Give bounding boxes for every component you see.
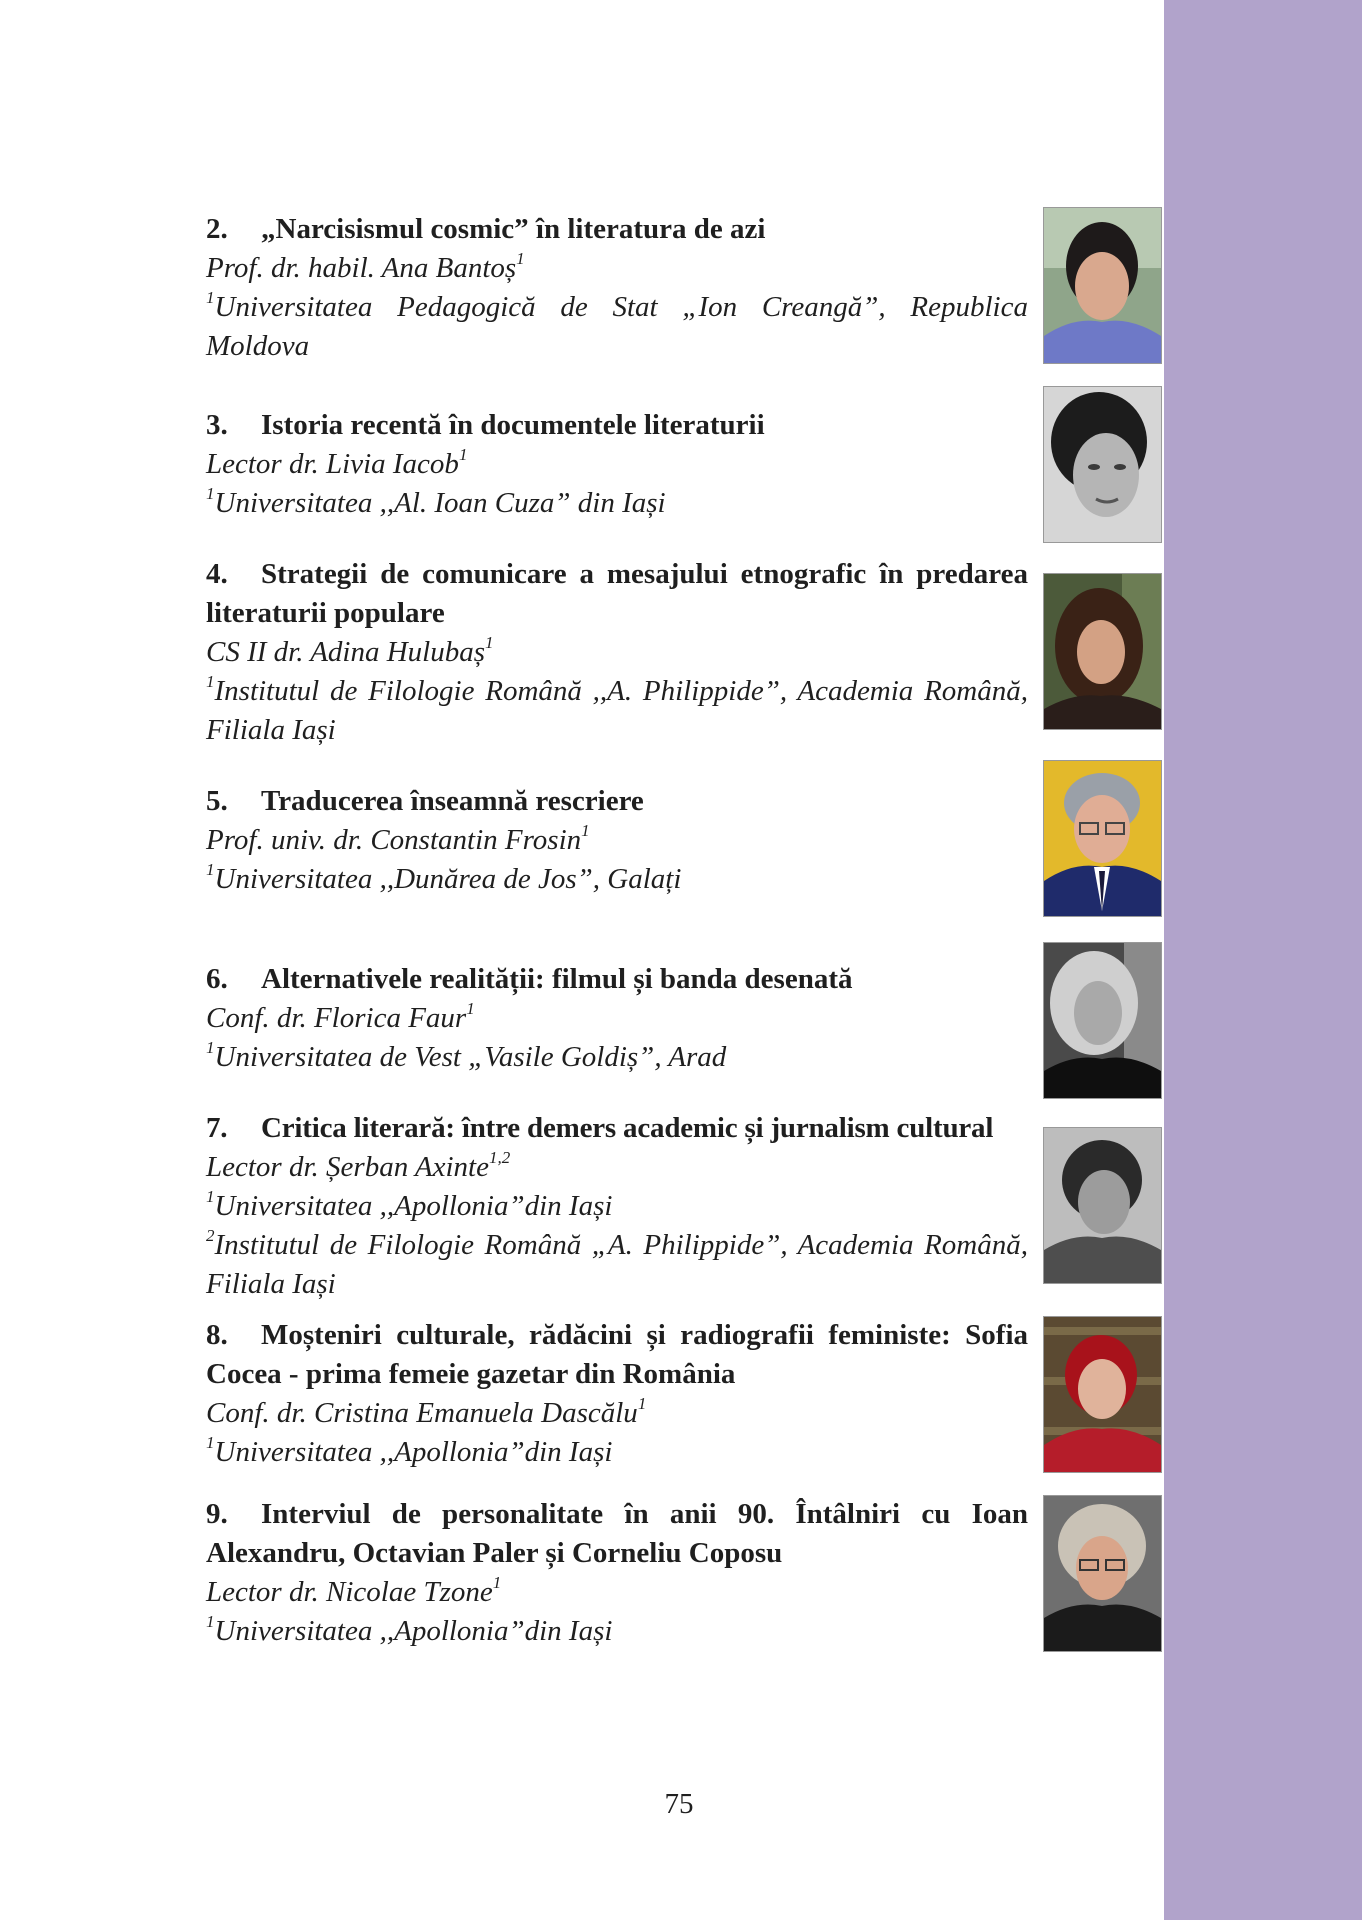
portrait-image (1044, 1317, 1161, 1472)
portrait-florica-faur (1043, 942, 1162, 1099)
portrait-adina-hulubas (1043, 573, 1162, 730)
page-number: 75 (664, 1788, 694, 1820)
entry-2 (206, 210, 1028, 366)
portrait-image (1044, 208, 1161, 363)
entry-affiliation: $^1$Universitatea ,,Apollonia”din Iași (206, 1187, 613, 1222)
entry-affiliation: $^1$Universitatea ,,Apollonia”din Iași (206, 1433, 613, 1468)
entry-affiliation: $^2$Institutul de Filologie Română „A. Philippide”, Academia Română, Filiala Iași (206, 1226, 1028, 1300)
entry-affiliation: $^1$Universitatea ,,Al. Ioan Cuza” din Iași (206, 484, 666, 519)
entry-3 (206, 406, 1028, 523)
entry-9 (206, 1495, 1028, 1651)
portrait-image (1044, 1128, 1161, 1283)
entry-7 (206, 1109, 1028, 1304)
entry-affiliation: $^1$Universitatea ,,Dunărea de Jos”, Galați (206, 860, 682, 895)
portrait-constantin-frosin (1043, 760, 1162, 917)
entry-affiliation: $^1$Universitatea ,,Apollonia”din Iași (206, 1612, 613, 1647)
entry-title: 9. Interviul de personalitate în anii 90. Întâlniri cu Ioan Alexandru, Octavian Paler și Corneliu Coposu (206, 1498, 1028, 1569)
portrait-image (1044, 574, 1161, 729)
portrait-image (1044, 387, 1161, 542)
portrait-livia-iacob (1043, 386, 1162, 543)
entry-title: 5. Traducerea înseamnă rescriere (206, 785, 644, 817)
entry-author: Conf. dr. Florica Faur$^1$ (206, 999, 475, 1034)
entry-8 (206, 1316, 1028, 1472)
entry-title: 4. Strategii de comunicare a mesajului etnografic în predarea literaturii populare (206, 558, 1028, 629)
entry-author: Lector dr. Livia Iacob$^1$ (206, 445, 468, 480)
entry-author: CS II dr. Adina Hulubaș$^1$ (206, 633, 494, 668)
portrait-nicolae-tzone (1043, 1495, 1162, 1652)
entry-author: Lector dr. Nicolae Tzone$^1$ (206, 1573, 502, 1608)
entry-affiliation: $^1$Universitatea Pedagogică de Stat „Ion Creangă”, Republica Moldova (206, 288, 1028, 362)
entry-author: Prof. dr. habil. Ana Bantoș$^1$ (206, 249, 525, 284)
portrait-image (1044, 761, 1161, 916)
entry-title: 2. „Narcisismul cosmic” în literatura de azi (206, 213, 766, 245)
portrait-cristina-dascalu (1043, 1316, 1162, 1473)
portrait-ana-bantos (1043, 207, 1162, 364)
entry-5 (206, 782, 1028, 899)
entry-4 (206, 555, 1028, 750)
entry-author: Conf. dr. Cristina Emanuela Dascălu$^1$ (206, 1394, 647, 1429)
portrait-serban-axinte (1043, 1127, 1162, 1284)
entry-6 (206, 960, 1028, 1077)
entry-title: 7. Critica literară: între demers academic și jurnalism cultural (206, 1112, 994, 1144)
portrait-image (1044, 943, 1161, 1098)
decorative-side-band (1164, 0, 1362, 1920)
entry-title: 6. Alternativele realității: filmul și banda desenată (206, 963, 853, 995)
entry-title: 3. Istoria recentă în documentele literaturii (206, 409, 765, 441)
entry-title: 8. Moșteniri culturale, rădăcini și radiografii feministe: Sofia Cocea - prima femeie gazetar din România (206, 1319, 1028, 1390)
entry-author: Prof. univ. dr. Constantin Frosin$^1$ (206, 821, 590, 856)
entry-affiliation: $^1$Universitatea de Vest „Vasile Goldiș”, Arad (206, 1038, 727, 1073)
entry-author: Lector dr. Șerban Axinte$^{1,2}$ (206, 1148, 511, 1183)
entry-affiliation: $^1$Institutul de Filologie Română ,,A. Philippide”, Academia Română, Filiala Iași (206, 672, 1028, 746)
portrait-image (1044, 1496, 1161, 1651)
